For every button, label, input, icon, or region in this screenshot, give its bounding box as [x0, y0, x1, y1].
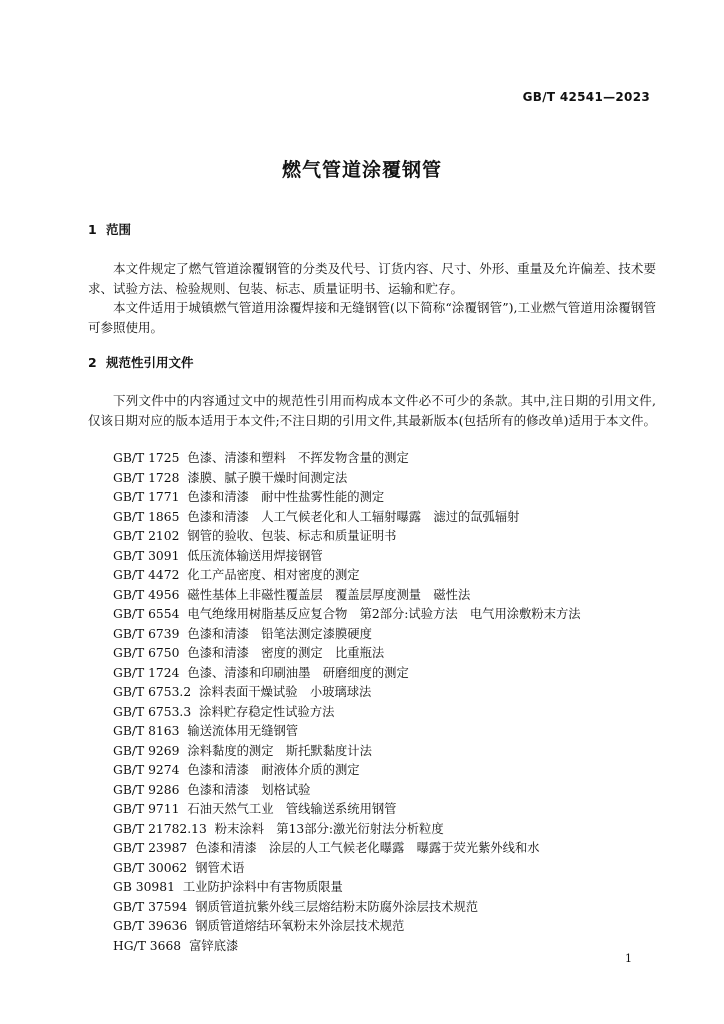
scope-paragraph-1: 本文件规定了燃气管道涂覆钢管的分类及代号、订货内容、尺寸、外形、重量及允许偏差、技术要求、试验方法、检验规则、包装、标志、质量证明书、运输和贮存。 — [88, 261, 656, 296]
reference-code: GB/T 23987 — [113, 841, 188, 855]
reference-code: GB/T 2102 — [113, 529, 180, 543]
reference-code: GB/T 4472 — [113, 568, 180, 582]
reference-code: GB/T 1725 — [113, 451, 180, 465]
references-intro: 下列文件中的内容通过文中的规范性引用而构成本文件必不可少的条款。其中,注日期的引用文件,仅该日期对应的版本适用于本文件;不注日期的引用文件,其最新版本(包括所有的修改单)适用于本文件。 — [88, 393, 656, 428]
reference-title: 色漆和清漆 人工气候老化和人工辐射曝露 滤过的氙弧辐射 — [187, 509, 520, 524]
reference-item — [113, 469, 673, 489]
reference-title: 漆膜、腻子膜干燥时间测定法 — [187, 470, 348, 485]
reference-item — [113, 800, 673, 820]
reference-title: 色漆、清漆和印刷油墨 研磨细度的测定 — [187, 665, 409, 680]
section-title: 规范性引用文件 — [106, 355, 194, 370]
reference-title: 色漆、清漆和塑料 不挥发物含量的测定 — [187, 451, 409, 465]
section-1-heading — [88, 220, 131, 238]
reference-title: 涂料表面干燥试验 小玻璃球法 — [199, 685, 372, 699]
reference-title: 色漆和清漆 耐液体介质的测定 — [187, 763, 360, 777]
reference-item — [113, 644, 673, 664]
reference-item — [113, 683, 673, 703]
reference-code: GB/T 6750 — [113, 646, 180, 660]
reference-title: 色漆和清漆 涂层的人工气候老化曝露 曝露于荧光紫外线和水 — [195, 841, 540, 855]
section-number: 1 — [88, 222, 97, 237]
reference-title: 色漆和清漆 密度的测定 比重瓶法 — [187, 646, 385, 660]
reference-item — [113, 527, 673, 547]
reference-title: 粉末涂料 第13部分:激光衍射法分析粒度 — [214, 821, 444, 836]
reference-code: GB/T 21782.13 — [113, 821, 207, 836]
reference-title: 电气绝缘用树脂基反应复合物 第2部分:试验方法 电气用涂敷粉末方法 — [187, 607, 581, 621]
reference-item — [113, 839, 673, 859]
reference-title: 色漆和清漆 铅笔法测定漆膜硬度 — [187, 626, 372, 641]
reference-code: HG/T 3668 — [113, 938, 182, 953]
reference-item — [113, 781, 673, 801]
reference-title: 石油天然气工业 管线输送系统用钢管 — [187, 802, 397, 816]
reference-title: 钢管术语 — [195, 860, 245, 875]
section-title: 范围 — [106, 222, 132, 237]
reference-title: 钢质管道抗紫外线三层熔结粉末防腐外涂层技术规范 — [195, 899, 479, 914]
reference-item — [113, 937, 673, 957]
reference-item — [113, 547, 673, 567]
reference-title: 涂料贮存稳定性试验方法 — [199, 704, 335, 719]
reference-code: GB/T 1728 — [113, 470, 180, 485]
reference-code: GB/T 9269 — [113, 743, 180, 758]
reference-list — [113, 449, 673, 956]
reference-item — [113, 566, 673, 586]
reference-code: GB/T 4956 — [113, 587, 180, 602]
reference-item — [113, 625, 673, 645]
reference-item — [113, 664, 673, 684]
reference-title: 色漆和清漆 耐中性盐雾性能的测定 — [187, 490, 385, 504]
reference-title: 涂料黏度的测定 斯托默黏度计法 — [187, 743, 372, 758]
reference-item — [113, 605, 673, 625]
reference-code: GB/T 9274 — [113, 763, 180, 777]
reference-code: GB/T 1771 — [113, 490, 180, 504]
reference-item — [113, 917, 673, 937]
reference-code: GB/T 1724 — [113, 665, 180, 680]
reference-item — [113, 898, 673, 918]
reference-title: 钢质管道熔结环氧粉末外涂层技术规范 — [195, 919, 405, 933]
scope-paragraph-2: 本文件适用于城镇燃气管道用涂覆焊接和无缝钢管(以下简称“涂覆钢管”),工业燃气管道用涂覆钢管可参照使用。 — [88, 300, 656, 335]
reference-title: 低压流体输送用焊接钢管 — [187, 548, 323, 563]
reference-code: GB/T 6739 — [113, 626, 180, 641]
reference-code: GB/T 8163 — [113, 724, 180, 738]
document-title: 燃气管道涂覆钢管 — [281, 159, 442, 181]
section-2-heading — [88, 353, 194, 371]
reference-title: 输送流体用无缝钢管 — [187, 724, 299, 738]
reference-item — [113, 703, 673, 723]
reference-title: 富锌底漆 — [189, 938, 239, 953]
reference-item — [113, 508, 673, 528]
reference-code: GB/T 3091 — [113, 548, 180, 563]
reference-item — [113, 820, 673, 840]
reference-title: 化工产品密度、相对密度的测定 — [187, 568, 360, 582]
reference-item — [113, 859, 673, 879]
reference-code: GB/T 6753.2 — [113, 685, 192, 699]
page-number: 1 — [625, 952, 632, 965]
reference-code: GB/T 6753.3 — [113, 704, 192, 719]
reference-item — [113, 449, 673, 469]
section-number: 2 — [88, 355, 97, 370]
reference-code: GB/T 9711 — [113, 802, 180, 816]
reference-code: GB/T 9286 — [113, 782, 180, 797]
reference-code: GB/T 6554 — [113, 607, 180, 621]
reference-title: 钢管的验收、包装、标志和质量证明书 — [187, 529, 397, 543]
reference-item — [113, 722, 673, 742]
reference-title: 色漆和清漆 划格试验 — [187, 782, 311, 797]
reference-code: GB/T 37594 — [113, 899, 188, 914]
reference-code: GB 30981 — [113, 880, 175, 894]
reference-code: GB/T 39636 — [113, 919, 188, 933]
reference-item — [113, 761, 673, 781]
reference-item — [113, 878, 673, 898]
reference-item — [113, 742, 673, 762]
reference-item — [113, 586, 673, 606]
standard-number: GB/T 42541—2023 — [522, 90, 650, 104]
reference-code: GB/T 30062 — [113, 860, 188, 875]
reference-title: 工业防护涂料中有害物质限量 — [182, 880, 343, 894]
reference-item — [113, 488, 673, 508]
reference-title: 磁性基体上非磁性覆盖层 覆盖层厚度测量 磁性法 — [187, 587, 471, 602]
reference-code: GB/T 1865 — [113, 509, 180, 524]
